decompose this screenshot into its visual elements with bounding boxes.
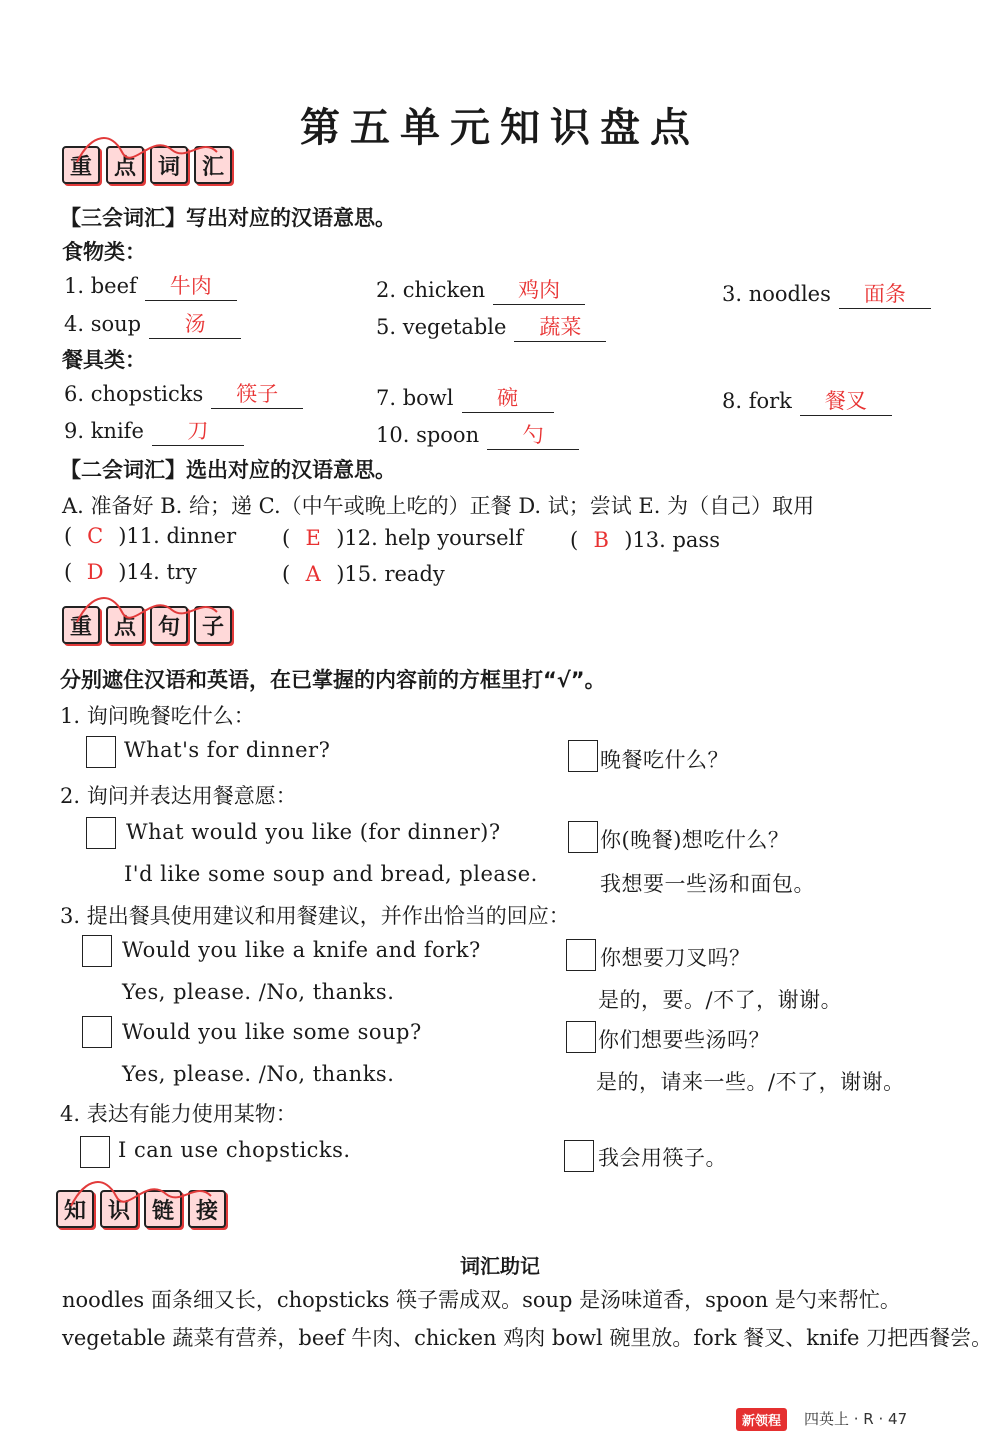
answer: 餐叉	[800, 385, 892, 416]
checkbox[interactable]	[86, 817, 116, 849]
badge-char: 重	[62, 146, 100, 184]
checkbox[interactable]	[80, 1136, 110, 1168]
sentence-cn: 你们想要些汤吗？	[598, 1028, 770, 1052]
answer: 汤	[149, 308, 241, 339]
group-heading: 2. 询问并表达用餐意愿：	[60, 784, 297, 808]
badge-char: 知	[56, 1190, 94, 1228]
vocab-item: 3. noodles 面条	[722, 278, 931, 309]
answer: 蔬菜	[514, 311, 606, 342]
food-label: 食物类：	[62, 240, 146, 264]
sentence-en: Yes, please. /No, thanks.	[122, 980, 395, 1004]
erhui-options: A. 准备好 B. 给；递 C.（中午或晚上吃的）正餐 D. 试；尝试 E. 为（自己）取用	[62, 494, 815, 518]
match-item: ( C )11. dinner	[64, 524, 237, 548]
sentence-en: What's for dinner?	[124, 738, 331, 762]
vocab-item: 9. knife 刀	[64, 415, 244, 446]
checkbox[interactable]	[568, 740, 598, 772]
vocab-item: 1. beef 牛肉	[64, 270, 237, 301]
erhui-heading: 【二会词汇】选出对应的汉语意思。	[60, 458, 396, 482]
checkbox[interactable]	[564, 1140, 594, 1172]
answer: 面条	[839, 278, 931, 309]
sentence-en: I can use chopsticks.	[118, 1138, 351, 1162]
sentence-cn: 晚餐吃什么？	[600, 748, 729, 772]
sentences-instruction: 分别遮住汉语和英语，在已掌握的内容前的方框里打“√”。	[60, 668, 606, 692]
memory-line: noodles 面条细又长，chopsticks 筷子需成双。soup 是汤味道香，spoon 是勺来帮忙。	[62, 1288, 901, 1312]
answer: 鸡肉	[493, 274, 585, 305]
badge-char: 点	[106, 146, 144, 184]
sentence-cn: 是的，请来一些。/不了，谢谢。	[596, 1070, 905, 1094]
badge-char: 链	[144, 1190, 182, 1228]
sentence-cn: 是的，要。/不了，谢谢。	[598, 988, 843, 1012]
checkbox[interactable]	[82, 1016, 112, 1048]
answer: 勺	[487, 419, 579, 450]
badge-char: 句	[150, 606, 188, 644]
vocab-item: 10. spoon 勺	[376, 419, 579, 450]
badge-char: 汇	[194, 146, 232, 184]
match-answer: B	[593, 528, 609, 552]
checkbox[interactable]	[566, 939, 596, 971]
vocab-item: 8. fork 餐叉	[722, 385, 892, 416]
brand-badge: 新领程	[736, 1408, 787, 1431]
checkbox[interactable]	[82, 935, 112, 967]
answer: 筷子	[211, 378, 303, 409]
sentence-cn: 你想要刀叉吗？	[600, 946, 751, 970]
group-heading: 4. 表达有能力使用某物：	[60, 1102, 297, 1126]
sentence-en: What would you like (for dinner)?	[126, 820, 501, 844]
checkbox[interactable]	[568, 821, 598, 853]
vocab-item: 5. vegetable 蔬菜	[376, 311, 606, 342]
section-badge-vocab	[62, 146, 232, 184]
checkbox[interactable]	[86, 736, 116, 768]
sentence-cn: 我想要一些汤和面包。	[600, 872, 815, 896]
badge-char: 词	[150, 146, 188, 184]
section-badge-link	[56, 1190, 226, 1228]
vocab-item: 4. soup 汤	[64, 308, 241, 339]
match-item: ( A )15. ready	[282, 562, 445, 586]
sentence-en: I'd like some soup and bread, please.	[124, 862, 538, 886]
badge-char: 点	[106, 606, 144, 644]
sentence-cn: 我会用筷子。	[598, 1146, 727, 1170]
badge-char: 子	[194, 606, 232, 644]
group-heading: 1. 询问晚餐吃什么：	[60, 704, 255, 728]
badge-char: 识	[100, 1190, 138, 1228]
page-number: 四英上 · R · 47	[804, 1410, 908, 1428]
badge-char: 接	[188, 1190, 226, 1228]
decoration-swirl-icon	[72, 132, 222, 172]
utensil-label: 餐具类：	[62, 348, 146, 372]
memory-line: vegetable 蔬菜有营养，beef 牛肉、chicken 鸡肉 bowl 碗里放。fork 餐叉、knife 刀把西餐尝。	[62, 1326, 993, 1350]
answer: 牛肉	[145, 270, 237, 301]
answer: 刀	[152, 415, 244, 446]
match-answer: E	[305, 526, 321, 550]
match-item: ( B )13. pass	[570, 528, 720, 552]
decoration-swirl-icon	[66, 1176, 216, 1216]
badge-char: 重	[62, 606, 100, 644]
sentence-en: Would you like some soup?	[122, 1020, 422, 1044]
sentence-cn: 你(晚餐)想吃什么？	[600, 828, 790, 852]
page-title: 第五单元知识盘点	[300, 105, 700, 151]
match-answer: C	[87, 524, 104, 548]
decoration-swirl-icon	[72, 592, 222, 632]
vocab-item: 2. chicken 鸡肉	[376, 274, 585, 305]
vocab-item: 7. bowl 碗	[376, 382, 554, 413]
sentence-en: Would you like a knife and fork?	[122, 938, 481, 962]
match-answer: A	[305, 562, 321, 586]
sanhui-heading: 【三会词汇】写出对应的汉语意思。	[60, 206, 396, 230]
match-answer: D	[86, 560, 104, 584]
section-badge-sentences	[62, 606, 232, 644]
answer: 碗	[462, 382, 554, 413]
memory-title: 词汇助记	[460, 1254, 540, 1278]
match-item: ( E )12. help yourself	[282, 526, 524, 550]
group-heading: 3. 提出餐具使用建议和用餐建议，并作出恰当的回应：	[60, 904, 570, 928]
checkbox[interactable]	[566, 1021, 596, 1053]
vocab-item: 6. chopsticks 筷子	[64, 378, 303, 409]
sentence-en: Yes, please. /No, thanks.	[122, 1062, 395, 1086]
match-item: ( D )14. try	[64, 560, 197, 584]
